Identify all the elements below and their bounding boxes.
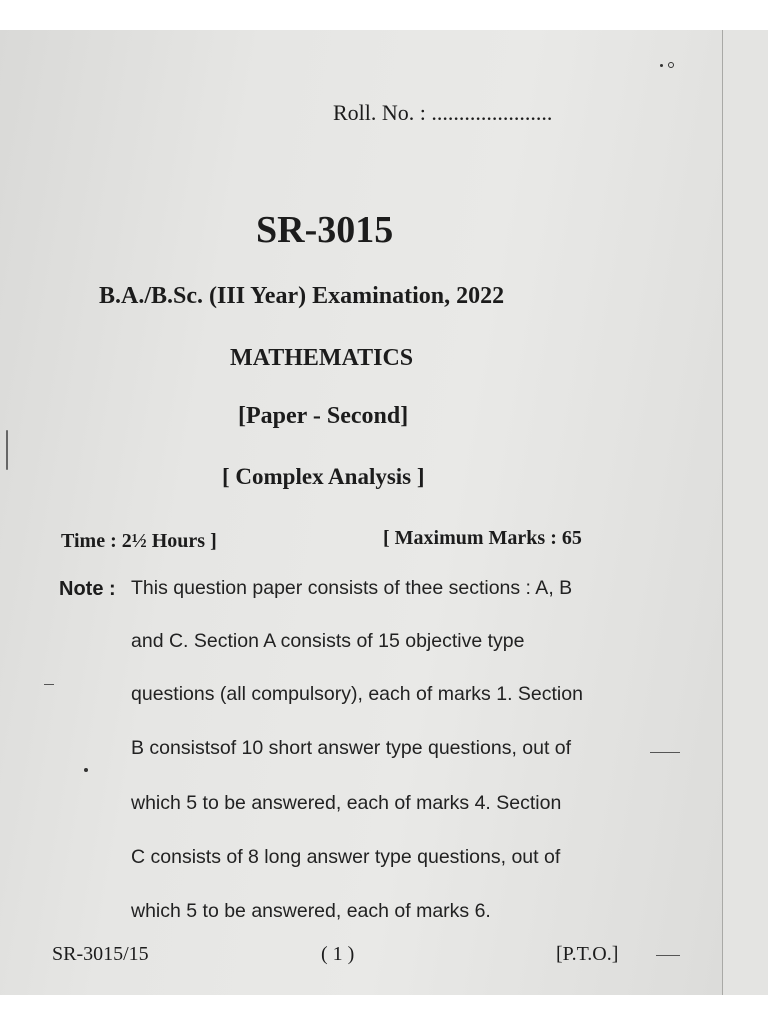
- topic-title: [ Complex Analysis ]: [222, 464, 425, 489]
- subject-title: MATHEMATICS: [230, 345, 414, 371]
- background-top: [0, 0, 768, 30]
- paper-mark: [656, 955, 680, 956]
- paper-number: [Paper - Second]: [238, 403, 409, 429]
- footer-pto: [P.T.O.]: [556, 943, 619, 965]
- paper-speck: [84, 768, 88, 772]
- note-line: which 5 to be answered, each of marks 4. Section: [131, 792, 562, 814]
- time-allowed: Time : 2½ Hours ]: [61, 530, 217, 552]
- note-line: B consistsof 10 short answer type questions, out of: [131, 737, 572, 759]
- paper-mark: [650, 752, 680, 753]
- paper-speck: [668, 62, 674, 68]
- note-line: questions (all compulsory), each of marks 1. Section: [131, 683, 583, 705]
- footer-page-number: ( 1 ): [321, 943, 355, 965]
- paper-code-title: SR-3015: [256, 209, 394, 251]
- maximum-marks: [ Maximum Marks : 65: [383, 527, 582, 549]
- examination-title: B.A./B.Sc. (III Year) Examination, 2022: [99, 283, 505, 309]
- paper-speck: [660, 64, 663, 67]
- background-right: [722, 30, 768, 995]
- note-line: which 5 to be answered, each of marks 6.: [131, 900, 491, 922]
- footer-paper-code: SR-3015/15: [52, 943, 149, 965]
- roll-number-field: Roll. No. : ......................: [333, 100, 553, 125]
- note-line: C consists of 8 long answer type questions, out of: [131, 846, 561, 868]
- note-line: This question paper consists of thee sections : A, B: [131, 577, 573, 599]
- background-bottom: [0, 995, 768, 1024]
- paper-mark: [44, 684, 54, 685]
- note-label: Note :: [59, 578, 116, 600]
- note-line: and C. Section A consists of 15 objective type: [131, 630, 525, 652]
- paper-fold-mark: [6, 430, 8, 470]
